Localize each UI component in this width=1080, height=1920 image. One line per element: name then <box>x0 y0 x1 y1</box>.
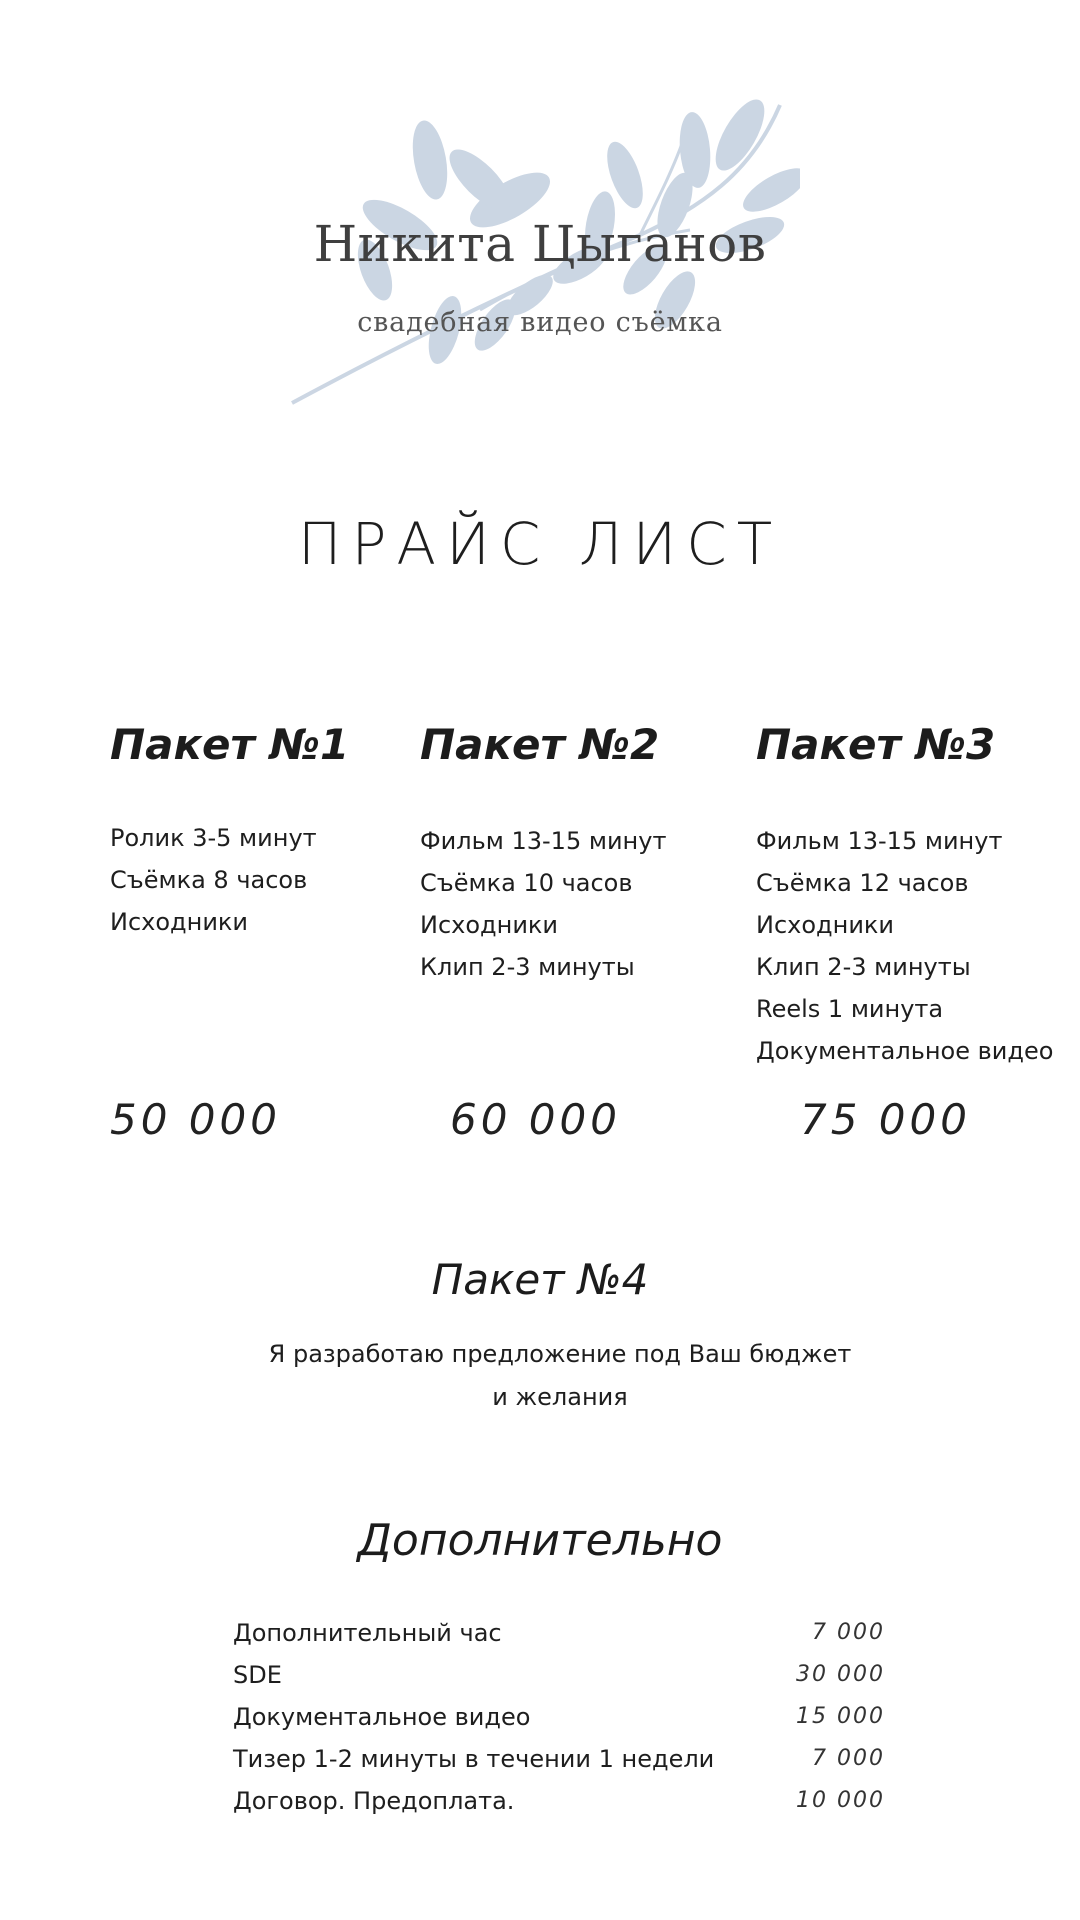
package-title: Пакет №1 <box>110 720 350 769</box>
package-3-price: 75 000 <box>800 1095 971 1144</box>
feature-item: Ролик 3-5 минут <box>110 824 317 852</box>
package-title: Пакет №2 <box>420 720 660 769</box>
feature-item: Съёмка 10 часов <box>420 869 633 897</box>
extras-row <box>233 1696 885 1738</box>
package-features <box>420 820 666 988</box>
extras-price: 7 000 <box>812 1746 885 1771</box>
logo <box>280 95 800 415</box>
extras-label: Документальное видео <box>233 1703 531 1731</box>
package-4-title: Пакет №4 <box>431 1255 649 1304</box>
package-2-price: 60 000 <box>450 1095 621 1144</box>
feature-item: Исходники <box>110 908 249 936</box>
feature-item: Клип 2-3 минуты <box>420 953 635 981</box>
extras-label: SDE <box>233 1661 282 1689</box>
extras-row <box>233 1654 885 1696</box>
page-title: ПРАЙС ЛИСТ <box>297 510 783 578</box>
package-1-price: 50 000 <box>110 1095 281 1144</box>
extras-label: Договор. Предоплата. <box>233 1787 515 1815</box>
feature-item: Съёмка 12 часов <box>756 869 969 897</box>
extras-label: Тизер 1-2 минуты в течении 1 недели <box>233 1745 715 1773</box>
package-3 <box>756 715 1056 1065</box>
feature-item: Клип 2-3 минуты <box>756 953 971 981</box>
brand-tagline: свадебная видео съёмка <box>357 307 723 338</box>
feature-item: Reels 1 минута <box>756 995 944 1023</box>
package-features <box>110 817 317 943</box>
package-title: Пакет №3 <box>756 720 996 769</box>
extras-row <box>233 1612 885 1654</box>
feature-item: Исходники <box>756 911 895 939</box>
package-4-description: Я разработаю предложение под Ваш бюджет и желания <box>268 1340 852 1411</box>
package-features <box>756 820 1053 1072</box>
package-2 <box>420 715 720 981</box>
extras-row <box>233 1738 885 1780</box>
package-1 <box>110 715 390 936</box>
extras-label: Дополнительный час <box>233 1619 502 1647</box>
feature-item: Съёмка 8 часов <box>110 866 308 894</box>
extras-price: 7 000 <box>812 1620 885 1645</box>
extras-row <box>233 1780 885 1822</box>
feature-item: Фильм 13-15 минут <box>420 827 667 855</box>
feature-item: Документальное видео <box>756 1037 1054 1065</box>
brand-name: Никита Цыганов <box>313 215 767 273</box>
feature-item: Фильм 13-15 минут <box>756 827 1003 855</box>
extras-title: Дополнительно <box>357 1515 723 1566</box>
extras-price: 10 000 <box>796 1788 885 1813</box>
extras-list <box>233 1612 885 1822</box>
feature-item: Исходники <box>420 911 559 939</box>
extras-price: 15 000 <box>796 1704 885 1729</box>
extras-price: 30 000 <box>796 1662 885 1687</box>
